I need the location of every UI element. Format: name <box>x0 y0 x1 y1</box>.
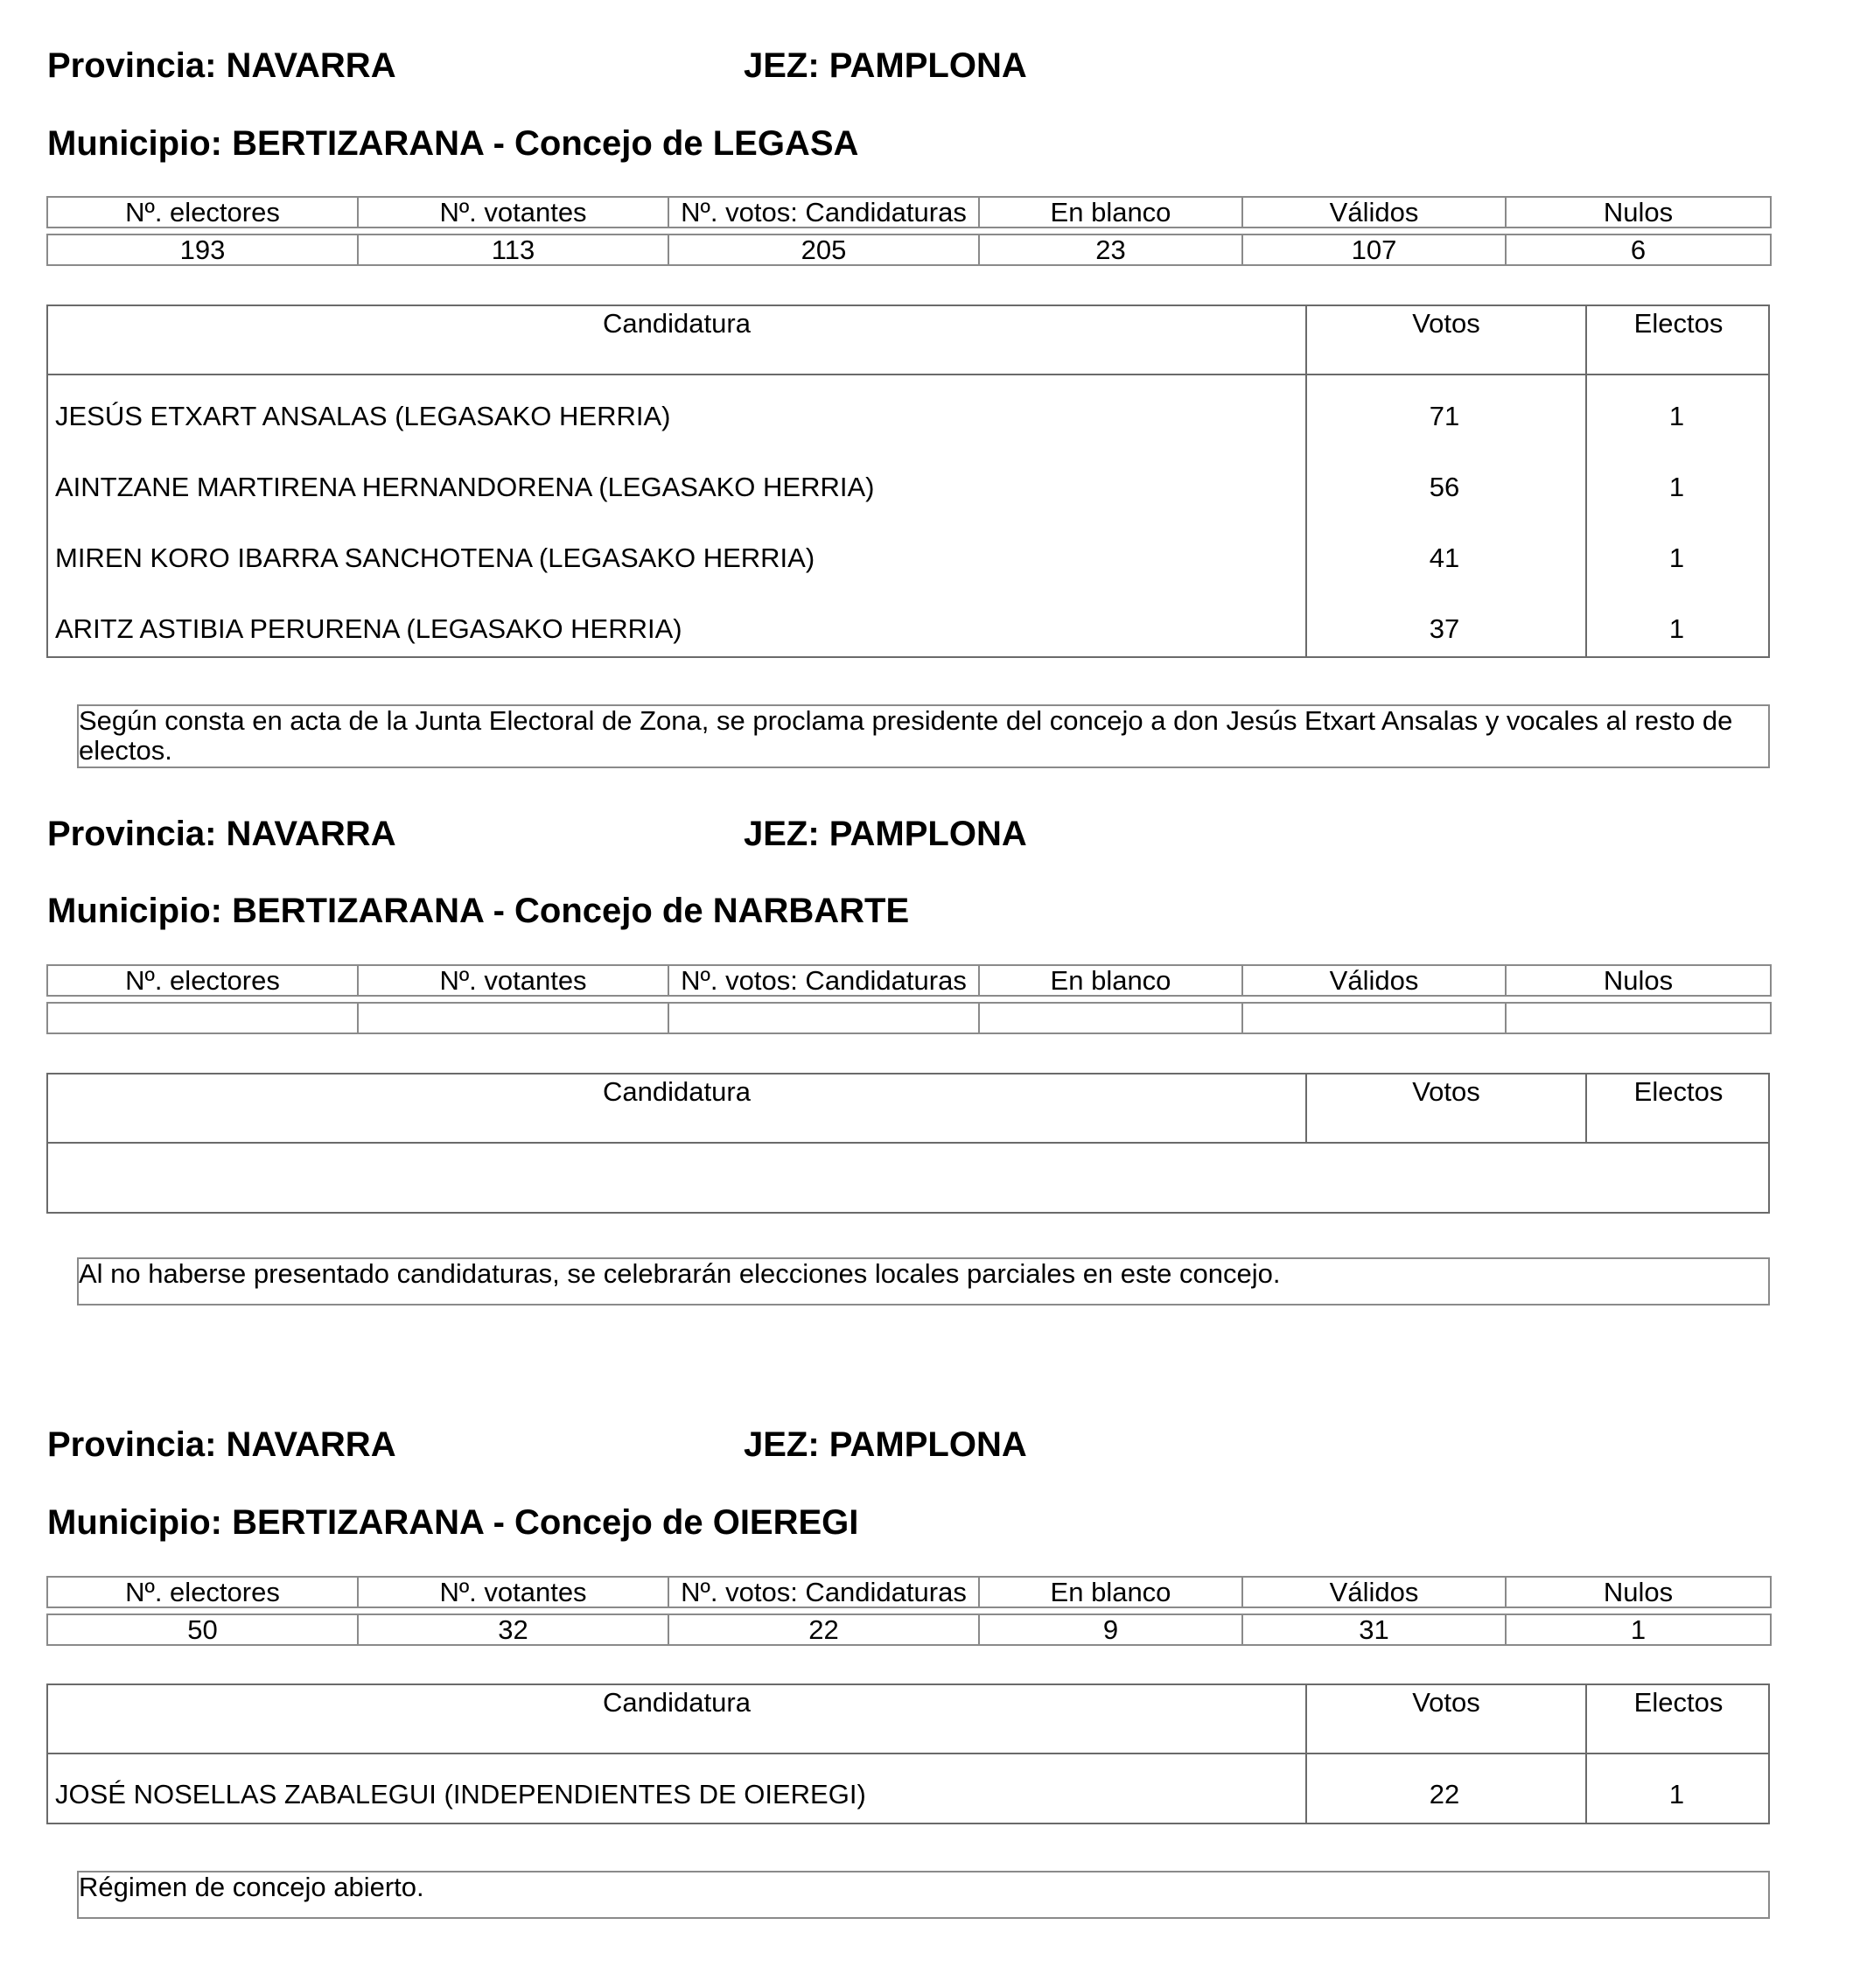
candidates-table <box>46 1073 1770 1214</box>
candidates-header <box>48 306 1768 375</box>
candidates-table <box>46 304 1770 658</box>
header-electos: Electos <box>1585 1685 1770 1753</box>
candidate-name: ARITZ ASTIBIA PERURENA (LEGASAKO HERRIA) <box>55 613 682 644</box>
candidate-row <box>48 446 1768 517</box>
candidate-electos: 1 <box>1668 472 1685 502</box>
municipio-title: Municipio: BERTIZARANA - Concejo de OIEREGI <box>47 1503 859 1542</box>
stats-header-nulos: Nulos <box>1506 1577 1771 1607</box>
header-votos: Votos <box>1305 1685 1585 1753</box>
candidate-row <box>48 517 1768 588</box>
candidate-row <box>48 1754 1768 1824</box>
stats-value-row <box>47 234 1771 265</box>
stats-header-votos-candidaturas: Nº. votos: Candidaturas <box>668 965 979 996</box>
header-votos: Votos <box>1305 1074 1585 1142</box>
stats-value-votos-candidaturas <box>668 1003 979 1033</box>
jez-label: JEZ: PAMPLONA <box>744 815 1027 853</box>
stats-header-votos-candidaturas: Nº. votos: Candidaturas <box>668 197 979 228</box>
candidate-name: MIREN KORO IBARRA SANCHOTENA (LEGASAKO HERRIA) <box>55 542 815 573</box>
stats-value-validos: 31 <box>1242 1614 1506 1645</box>
stats-table <box>46 196 1772 266</box>
section-header-provincia <box>47 814 1097 854</box>
provincia-label: Provincia: NAVARRA <box>47 1425 396 1464</box>
note-box: Régimen de concejo abierto. <box>77 1871 1770 1919</box>
stats-value-votantes <box>358 1003 668 1033</box>
stats-header-nulos: Nulos <box>1506 197 1771 228</box>
stats-value-validos <box>1242 1003 1506 1033</box>
stats-value-row <box>47 1614 1771 1645</box>
stats-header-en-blanco: En blanco <box>979 197 1242 228</box>
candidate-name: JOSÉ NOSELLAS ZABALEGUI (INDEPENDIENTES DE OIEREGI) <box>55 1779 866 1810</box>
header-electos: Electos <box>1585 1074 1770 1142</box>
jez-label: JEZ: PAMPLONA <box>744 46 1027 85</box>
stats-header-electores: Nº. electores <box>47 197 358 228</box>
candidate-votos: 56 <box>1429 472 1460 502</box>
candidates-header <box>48 1074 1768 1144</box>
stats-header-votantes: Nº. votantes <box>358 1577 668 1607</box>
candidate-name: JESÚS ETXART ANSALAS (LEGASAKO HERRIA) <box>55 401 671 431</box>
section-header-provincia <box>47 1424 1097 1465</box>
stats-value-nulos: 6 <box>1506 234 1771 265</box>
stats-value-en-blanco: 23 <box>979 234 1242 265</box>
stats-header-electores: Nº. electores <box>47 965 358 996</box>
municipio-title: Municipio: BERTIZARANA - Concejo de NARBARTE <box>47 892 910 930</box>
stats-value-votantes: 32 <box>358 1614 668 1645</box>
stats-value-votos-candidaturas: 22 <box>668 1614 979 1645</box>
stats-table <box>46 1576 1772 1646</box>
municipio-title: Municipio: BERTIZARANA - Concejo de LEGASA <box>47 124 859 163</box>
candidate-electos: 1 <box>1668 1779 1685 1810</box>
stats-value-votos-candidaturas: 205 <box>668 234 979 265</box>
stats-header-en-blanco: En blanco <box>979 965 1242 996</box>
section-header-provincia <box>47 46 1097 86</box>
stats-value-electores: 50 <box>47 1614 358 1645</box>
candidate-electos: 1 <box>1668 401 1685 431</box>
provincia-label: Provincia: NAVARRA <box>47 46 396 85</box>
header-votos: Votos <box>1305 306 1585 374</box>
candidate-name: AINTZANE MARTIRENA HERNANDORENA (LEGASAKO HERRIA) <box>55 472 875 502</box>
candidates-empty-body <box>48 1144 1768 1214</box>
stats-header-nulos: Nulos <box>1506 965 1771 996</box>
stats-value-nulos <box>1506 1003 1771 1033</box>
jez-label: JEZ: PAMPLONA <box>744 1425 1027 1464</box>
stats-value-en-blanco <box>979 1003 1242 1033</box>
stats-value-electores: 193 <box>47 234 358 265</box>
note-box: Al no haberse presentado candidaturas, se celebrarán elecciones locales parciales en este concejo. <box>77 1257 1770 1306</box>
candidate-row <box>48 588 1768 659</box>
candidate-row <box>48 375 1768 446</box>
stats-table <box>46 964 1772 1034</box>
stats-header-validos: Válidos <box>1242 197 1506 228</box>
stats-header-en-blanco: En blanco <box>979 1577 1242 1607</box>
candidate-electos: 1 <box>1668 613 1685 644</box>
stats-value-votantes: 113 <box>358 234 668 265</box>
stats-header-votantes: Nº. votantes <box>358 197 668 228</box>
candidates-table <box>46 1684 1770 1824</box>
candidate-votos: 41 <box>1429 542 1460 573</box>
header-electos: Electos <box>1585 306 1770 374</box>
stats-header-row <box>47 197 1771 228</box>
note-box: Según consta en acta de la Junta Electoral de Zona, se proclama presidente del concejo a don Jesús Etxart Ansalas y vocales al resto de electos. <box>77 704 1770 768</box>
stats-header-votos-candidaturas: Nº. votos: Candidaturas <box>668 1577 979 1607</box>
header-candidatura: Candidatura <box>603 1076 751 1107</box>
stats-header-validos: Válidos <box>1242 1577 1506 1607</box>
stats-value-row <box>47 1003 1771 1033</box>
candidate-votos: 37 <box>1429 613 1460 644</box>
candidate-votos: 71 <box>1429 401 1460 431</box>
candidate-electos: 1 <box>1668 542 1685 573</box>
candidate-votos: 22 <box>1429 1779 1460 1810</box>
provincia-label: Provincia: NAVARRA <box>47 815 396 853</box>
stats-header-validos: Válidos <box>1242 965 1506 996</box>
header-candidatura: Candidatura <box>603 308 751 339</box>
stats-header-row <box>47 1577 1771 1607</box>
stats-header-votantes: Nº. votantes <box>358 965 668 996</box>
candidates-header <box>48 1685 1768 1754</box>
stats-value-electores <box>47 1003 358 1033</box>
stats-header-electores: Nº. electores <box>47 1577 358 1607</box>
stats-value-nulos: 1 <box>1506 1614 1771 1645</box>
stats-value-en-blanco: 9 <box>979 1614 1242 1645</box>
header-candidatura: Candidatura <box>603 1687 751 1718</box>
stats-header-row <box>47 965 1771 996</box>
stats-value-validos: 107 <box>1242 234 1506 265</box>
